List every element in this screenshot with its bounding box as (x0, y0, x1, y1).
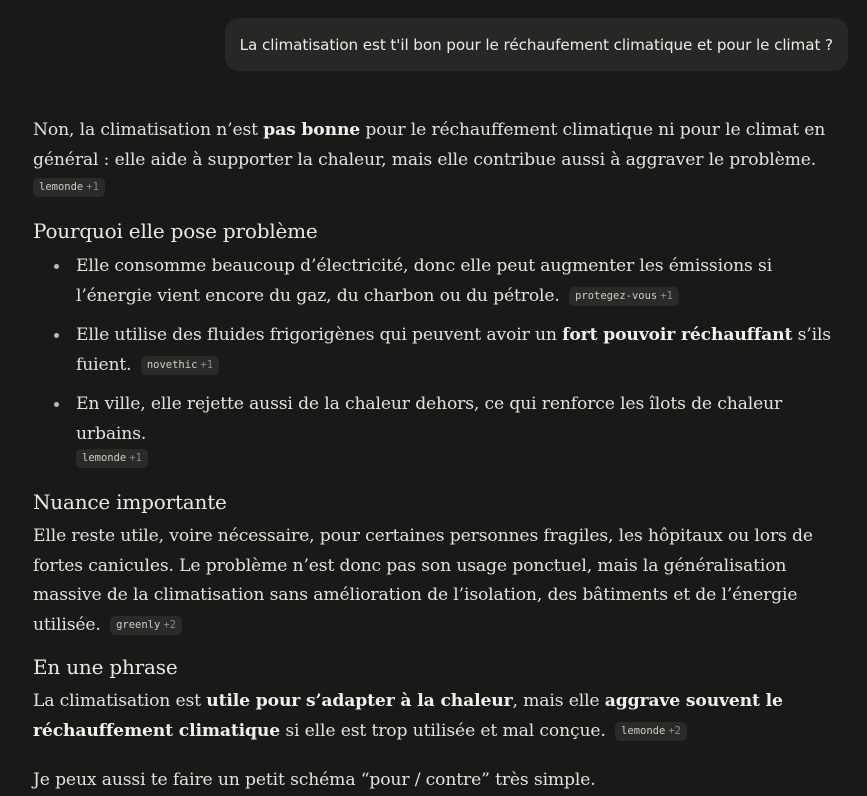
source-chip-name: novethic (146, 358, 198, 371)
section-heading-summary: En une phrase (33, 655, 178, 679)
source-chip-name: lemonde (621, 724, 666, 737)
source-chip-greenly[interactable] (110, 616, 182, 635)
user-message-bubble (225, 18, 848, 71)
summary-bold-1: utile pour s’adapter à la chaleur (206, 691, 513, 711)
list-item (33, 321, 838, 380)
section-heading-nuance: Nuance importante (33, 490, 227, 514)
assistant-response (33, 116, 838, 796)
nuance-text: Elle reste utile, voire nécessaire, pour certaines personnes fragiles, les hôpitaux ou lors de fortes canicules. Le problème n’est donc pas son usage ponctuel, mais la généralisation massive de la climatisation sans amélioration de l’isolation, des bâtiments et de l’énergie utilisée. (33, 526, 813, 635)
intro-text-c: pour le réchauffement climatique ni pour le climat en général : elle aide à supporter la chaleur, mais elle contribue aussi à aggraver le problème. (33, 120, 826, 170)
intro-paragraph (33, 116, 838, 175)
problems-list (33, 252, 838, 473)
list-item (33, 252, 838, 311)
source-chip-count: +1 (660, 289, 673, 302)
summary-text: , mais elle (512, 691, 605, 711)
source-chip-protegez-vous[interactable] (569, 287, 679, 306)
source-chip-lemonde[interactable] (33, 178, 105, 197)
list-item-text: Elle utilise des fluides frigorigènes qui peuvent avoir un (76, 325, 563, 345)
list-item-text: s’ils fuient. (76, 325, 831, 375)
closing-paragraph: Je peux aussi te faire un petit schéma “pour / contre” très simple. (33, 770, 596, 790)
source-chip-lemonde[interactable] (615, 722, 687, 741)
source-chip-count: +2 (668, 724, 681, 737)
source-chip-name: lemonde (39, 181, 84, 193)
list-item-bold: fort pouvoir réchauffant (562, 325, 793, 345)
list-item-text: Elle consomme beaucoup d’électricité, donc elle peut augmenter les émissions si l’énergie vient encore du gaz, du charbon ou du pétrole. (76, 256, 773, 306)
list-item (33, 390, 838, 473)
summary-text: La climatisation est (33, 691, 207, 711)
summary-paragraph (33, 687, 838, 746)
summary-text: si elle est trop utilisée et mal conçue. (280, 720, 606, 741)
source-chip-count: +1 (129, 452, 142, 464)
nuance-paragraph (33, 522, 838, 640)
source-chip-lemonde[interactable] (76, 449, 148, 468)
intro-source-row (33, 177, 838, 201)
source-chip-name: greenly (116, 618, 161, 631)
list-item-source-row (76, 449, 838, 473)
source-chip-name: protegez-vous (575, 289, 658, 302)
source-chip-name: lemonde (82, 452, 127, 464)
source-chip-novethic[interactable] (141, 356, 219, 375)
source-chip-count: +1 (200, 358, 214, 371)
intro-text-bold: pas bonne (263, 120, 361, 140)
list-item-text: En ville, elle rejette aussi de la chaleur dehors, ce qui renforce les îlots de chaleur urbains. (76, 394, 783, 444)
source-chip-count: +2 (163, 618, 176, 631)
source-chip-count: +1 (86, 181, 99, 193)
intro-text-a: Non, la climatisation n’est (33, 120, 264, 140)
user-message-text: La climatisation est t'il bon pour le réchaufement climatique et pour le climat ? (239, 35, 833, 54)
summary-bold-2: aggrave souvent le réchauffement climatique (33, 691, 783, 741)
section-heading-problems: Pourquoi elle pose problème (33, 219, 318, 243)
